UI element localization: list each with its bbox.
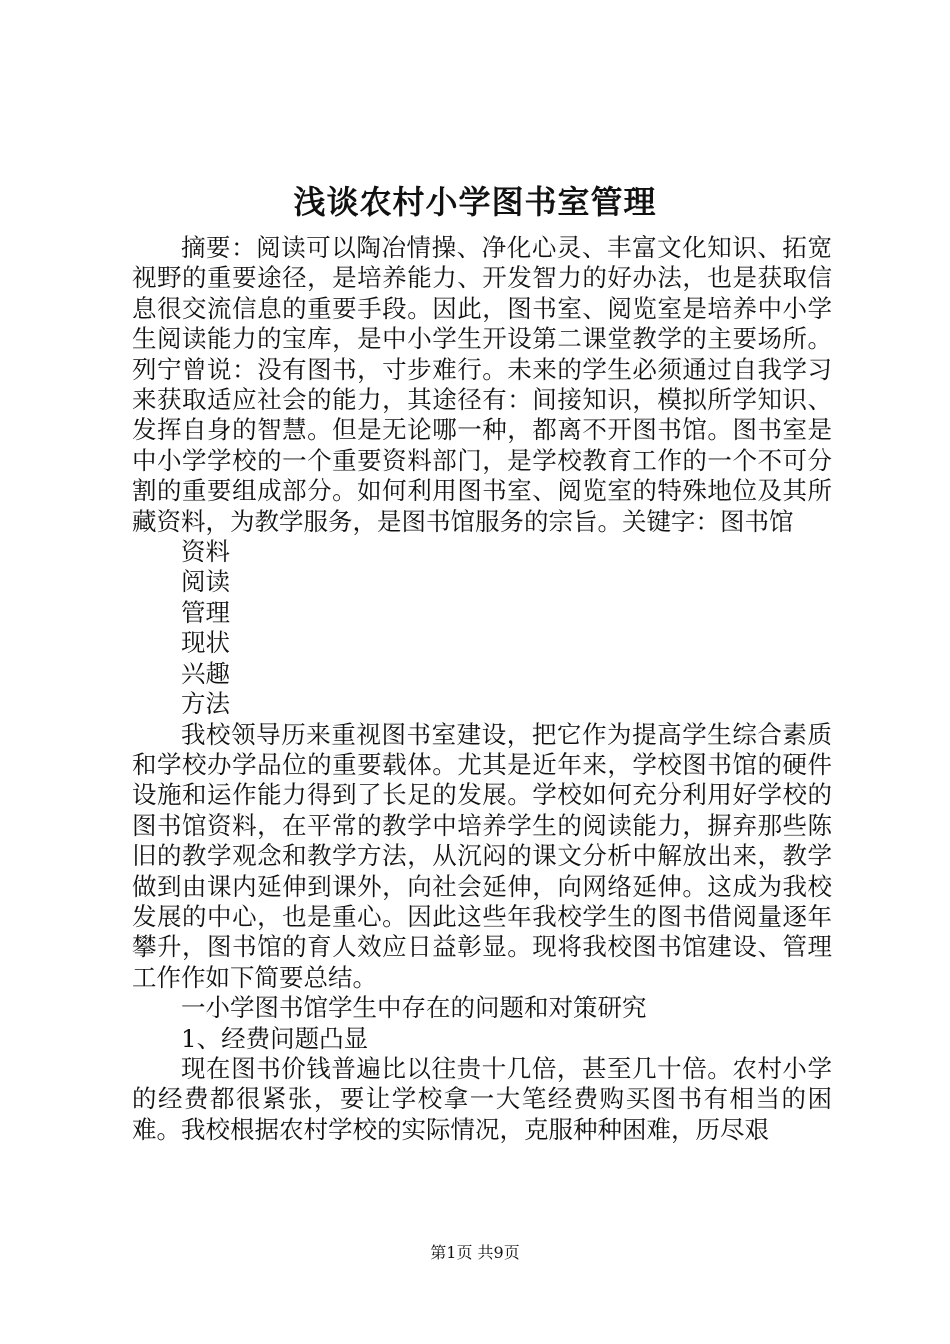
keyword-item: 兴趣 — [181, 658, 230, 688]
keyword-item: 阅读 — [181, 567, 230, 597]
document-title: 浅谈农村小学图书室管理 — [293, 183, 657, 221]
keyword-item: 现状 — [181, 628, 230, 658]
keyword-list — [132, 537, 832, 719]
document-body — [132, 233, 832, 1145]
subheading: 1、经费问题凸显 — [181, 1023, 369, 1053]
keyword-item: 管理 — [181, 597, 230, 627]
section-heading: 一小学图书馆学生中存在的问题和对策研究 — [181, 993, 647, 1023]
keyword-item: 方法 — [181, 689, 230, 719]
keyword-item: 资料 — [181, 537, 230, 567]
abstract-paragraph: 摘要：阅读可以陶冶情操、净化心灵、丰富文化知识、拓宽视野的重要途径，是培养能力、开发智力的好办法，也是获取信息很交流信息的重要手段。因此，图书室、阅览室是培养中小学生阅读能力的宝库，是中小学生开设第二课堂教学的主要场所。列宁曾说：没有图书，寸步难行。未来的学生必须通过自我学习来获取适应社会的能力，其途径有：间接知识，模拟所学知识、发挥自身的智慧。但是无论哪一种，都离不开图书馆。图书室是中小学学校的一个重要资料部门，是学校教育工作的一个不可分割的重要组成部分。如何利用图书室、阅览室的特殊地位及其所藏资料，为教学服务，是图书馆服务的宗旨。关键字：图书馆 — [132, 233, 832, 536]
intro-paragraph: 我校领导历来重视图书室建设，把它作为提高学生综合素质和学校办学品位的重要载体。尤其是近年来，学校图书馆的硬件设施和运作能力得到了长足的发展。学校如何充分利用好学校的图书馆资料，在平常的教学中培养学生的阅读能力，摒弃那些陈旧的教学观念和教学方法，从沉闷的课文分析中解放出来，教学做到由课内延伸到课外，向社会延伸，向网络延伸。这成为我校发展的中心，也是重心。因此这些年我校学生的图书借阅量逐年攀升，图书馆的育人效应日益彰显。现将我校图书馆建设、管理工作作如下简要总结。 — [132, 719, 832, 992]
funding-paragraph: 现在图书价钱普遍比以往贵十几倍，甚至几十倍。农村小学的经费都很紧张，要让学校拿一大笔经费购买图书有相当的困难。我校根据农村学校的实际情况，克服种种困难，历尽艰 — [132, 1053, 832, 1144]
page-footer: 第1页 共9页 — [430, 1243, 520, 1262]
